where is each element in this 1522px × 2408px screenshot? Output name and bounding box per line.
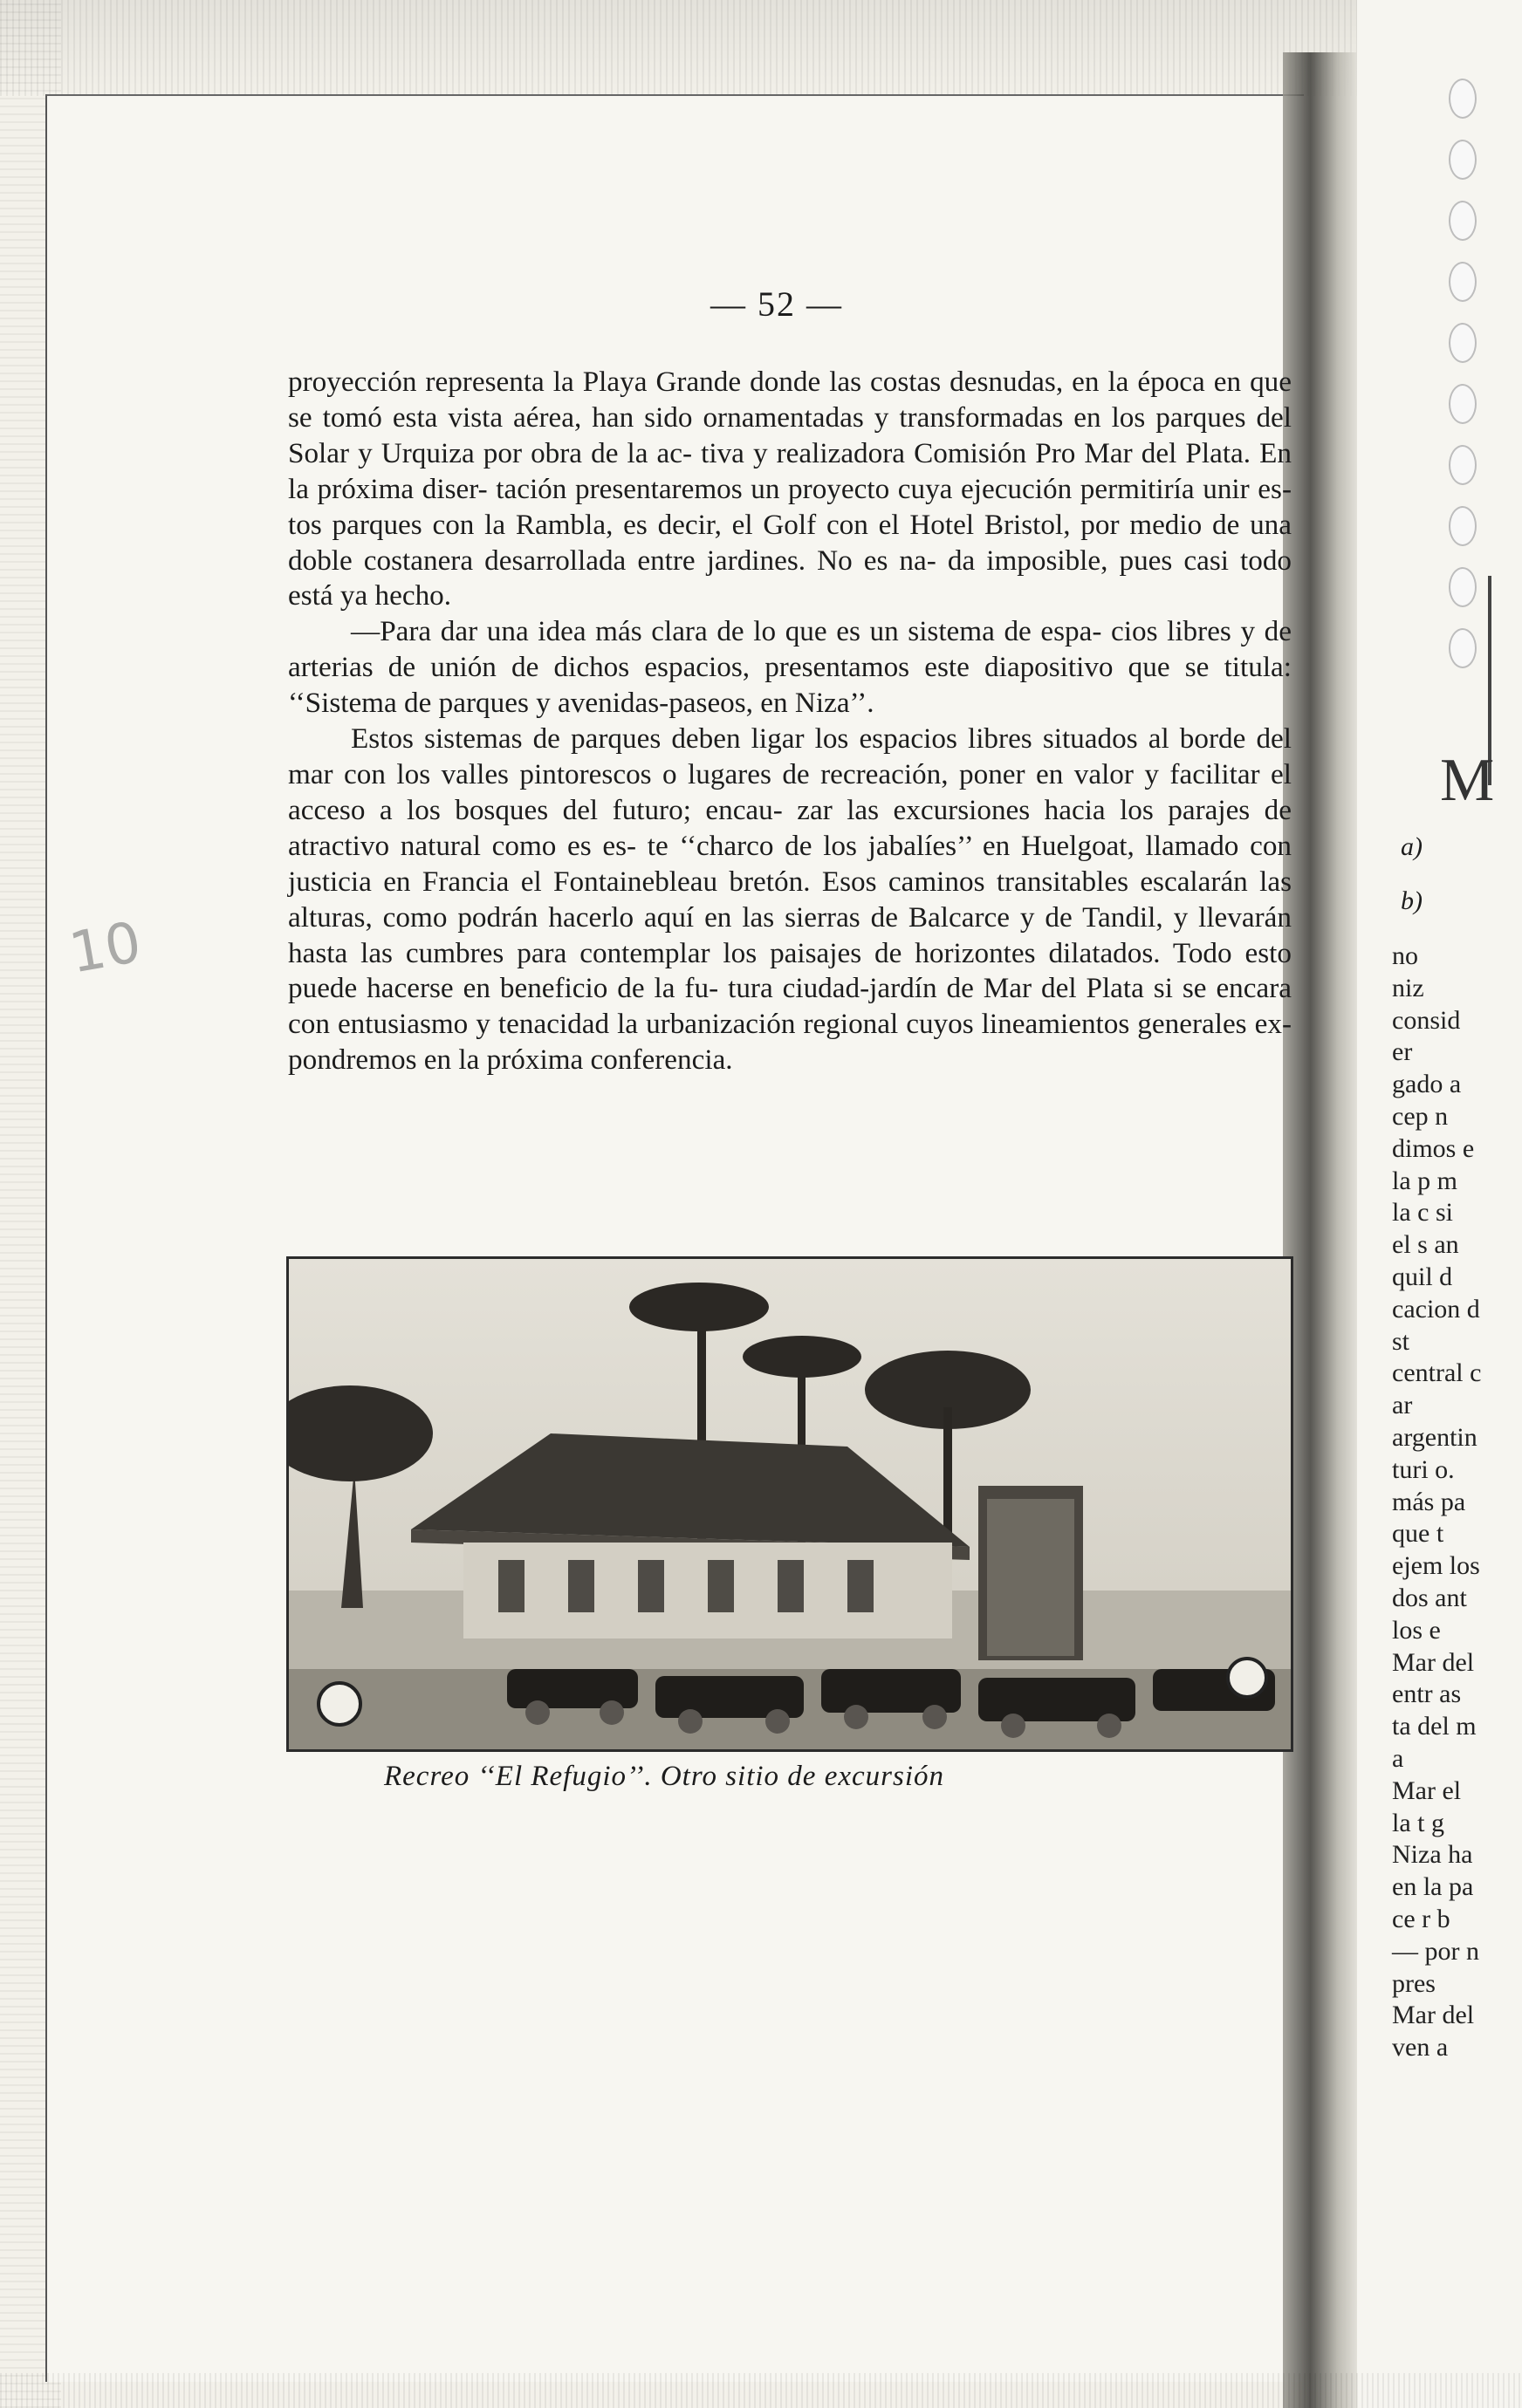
adjacent-page <box>1357 0 1522 2408</box>
text-line: pondremos en la próxima conferencia. <box>288 1043 733 1077</box>
fragment-line: gado a <box>1392 1070 1462 1099</box>
fragment-line: entr as <box>1392 1679 1462 1709</box>
photo-el-refugio <box>286 1256 1293 1752</box>
text-line: diapositivo que se titula: ‘‘Sistema de parques y avenidas-paseos, en <box>288 651 1292 720</box>
fragment-line: más pa <box>1392 1487 1466 1516</box>
text-line: Niza’’. <box>794 687 874 720</box>
text-line: tura ciudad-jardín de Mar del Plata si se encara con entusiasmo y <box>288 972 1292 1041</box>
text-line: cios libres y de arterias de unión de dichos espacios, presentamos este <box>288 615 1292 684</box>
fragment-line: cacion d <box>1392 1294 1480 1324</box>
fragment-line: niz <box>1392 973 1424 1002</box>
binder-ring <box>1449 567 1477 607</box>
text-line: la época en que se tomó esta vista aérea, han sido ornamentadas y <box>288 366 1292 434</box>
fragment-line: ejem los <box>1392 1551 1480 1581</box>
binder-ring <box>1449 323 1477 363</box>
fragment-line: st <box>1392 1326 1410 1356</box>
fragment-line: central c <box>1392 1358 1482 1388</box>
fragment-line: argentin <box>1392 1422 1477 1452</box>
paragraph-2 <box>288 614 1292 722</box>
text-line: —Para dar una idea más clara de lo que es un sistema de espa- <box>351 615 1102 648</box>
fragment-line: la c si <box>1392 1198 1453 1228</box>
page-gutter-shadow <box>1283 52 1361 2408</box>
text-line: tenacidad la urbanización regional cuyos lineamientos generales ex- <box>497 1008 1292 1041</box>
text-line: transformadas en los parques del Solar y Urquiza por obra de la ac- <box>288 400 1292 469</box>
binder-ring <box>1449 384 1477 424</box>
binder-ring <box>1449 201 1477 241</box>
text-line: da imposible, pues casi todo está ya hecho. <box>288 544 1292 612</box>
paragraph-3 <box>288 722 1292 1078</box>
fragment-line: quil d <box>1392 1262 1453 1291</box>
fragment-line: a <box>1392 1743 1404 1773</box>
fragment-line: turi o. <box>1392 1454 1455 1484</box>
fragment-line: la t g <box>1392 1808 1444 1837</box>
fragment-line: la p m <box>1392 1166 1457 1195</box>
paragraph-1 <box>288 365 1292 614</box>
page-number: — 52 — <box>710 284 843 324</box>
text-line: Estos sistemas de parques deben ligar los espacios libres situados <box>351 722 1138 756</box>
text-line: Francia el Fontainebleau bretón. Esos caminos transitables escalarán <box>422 865 1248 898</box>
list-marker: b) <box>1401 886 1423 915</box>
fragment-line: Mar el <box>1392 1775 1462 1805</box>
fragment-line: ta del m <box>1392 1712 1477 1741</box>
text-line: te ‘‘charco de los jabalíes’’ en Huelgoat, llamado con justicia en <box>288 829 1292 898</box>
text-line: medio de una doble costanera desarrollada entre jardines. No es na- <box>288 508 1292 577</box>
fragment-line: no <box>1392 941 1418 970</box>
scan-noise-bottom <box>0 2373 1522 2408</box>
fragment-line: cep n <box>1392 1101 1449 1131</box>
text-line: tos parques con la Rambla, es decir, el Golf con el Hotel Bristol, por <box>288 508 1120 541</box>
adjacent-text-fragments <box>1392 941 1522 2064</box>
adjacent-heading-letter: M <box>1440 747 1495 814</box>
fragment-line: consid <box>1392 1005 1461 1035</box>
binder-ring <box>1449 506 1477 546</box>
binder-ring <box>1449 262 1477 302</box>
text-line: zar las excursiones hacia los parajes de atractivo natural como es es- <box>288 793 1292 862</box>
text-line: Tandil, y llevarán hasta las cumbres para contemplar los paisajes de <box>288 900 1292 969</box>
fragment-line: ven a <box>1392 2033 1449 2063</box>
text-line: al borde del mar con los valles pintorescos o lugares de recreación, <box>288 722 1292 790</box>
fragment-line: que t <box>1392 1519 1444 1549</box>
fragment-line: en la pa <box>1392 1872 1474 1902</box>
adjacent-list-markers <box>1401 820 1423 928</box>
fragment-line: los e <box>1392 1615 1441 1645</box>
fragment-line: pres <box>1392 1968 1436 1998</box>
photo-caption: Recreo ‘‘El Refugio’’. Otro sitio de excursión <box>384 1761 944 1792</box>
text-line: tiva y realizadora Comisión Pro Mar del Plata. En la próxima diser- <box>288 436 1292 505</box>
list-marker: a) <box>1401 832 1423 861</box>
text-line: tación presentaremos un proyecto cuya ejecución permitiría unir es- <box>496 472 1292 505</box>
fragment-line: el s an <box>1392 1230 1459 1260</box>
binder-ring <box>1449 79 1477 119</box>
binder-ring <box>1449 140 1477 180</box>
text-line: horizontes dilatados. Todo esto puede hacerse en beneficio de la fu- <box>288 936 1292 1005</box>
fragment-line: dimos e <box>1392 1133 1475 1163</box>
fragment-line: ce r b <box>1392 1904 1450 1933</box>
fragment-line: — por n <box>1392 1936 1479 1966</box>
text-line: proyección representa la Playa Grande donde las costas desnudas, en <box>288 366 1100 398</box>
fragment-line: Mar del <box>1392 1647 1475 1677</box>
fragment-line: Niza ha <box>1392 1840 1473 1870</box>
binder-ring <box>1449 628 1477 668</box>
binder-ring <box>1449 445 1477 485</box>
text-line: las alturas, como podrán hacerlo aquí en las sierras de Balcarce y de <box>288 865 1292 934</box>
fragment-line: dos ant <box>1392 1583 1467 1612</box>
body-text <box>288 365 1292 1078</box>
margin-note: 10 <box>65 910 147 987</box>
fragment-line: er <box>1392 1037 1413 1067</box>
photo-illustration <box>289 1259 1291 1749</box>
fragment-line: ar <box>1392 1391 1413 1420</box>
text-line: poner en valor y facilitar el acceso a los bosques del futuro; encau- <box>288 757 1292 826</box>
fragment-line: Mar del <box>1392 2001 1475 2030</box>
